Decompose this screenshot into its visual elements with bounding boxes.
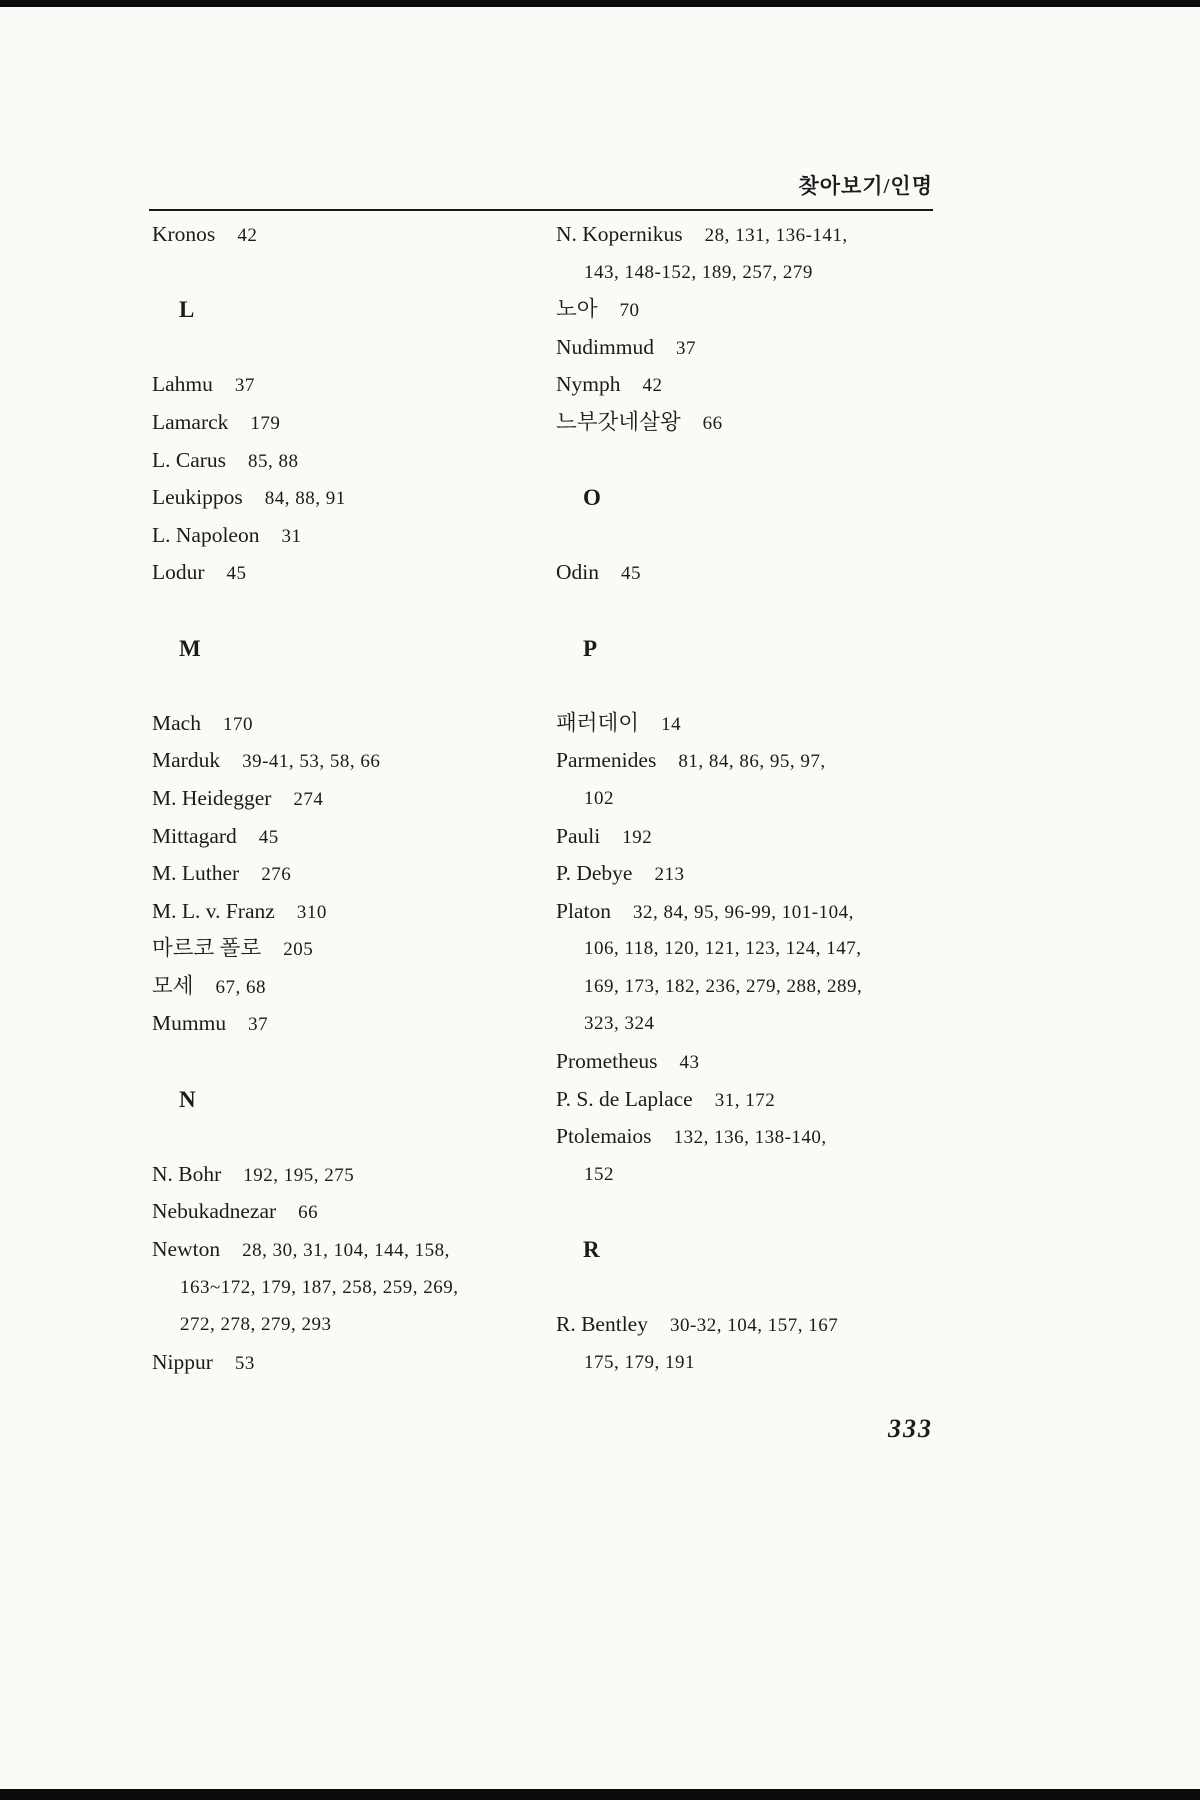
index-entry [152,1344,552,1382]
entry-pages-continuation: 169, 173, 182, 236, 279, 288, 289, [584,975,863,997]
index-entry [556,742,966,780]
index-entry [556,1118,966,1156]
entry-pages: 45 [258,826,279,848]
entry-pages-continuation: 272, 278, 279, 293 [180,1314,332,1336]
entry-name: Leukippos [152,485,243,510]
entry-name: Newton [152,1237,221,1262]
index-column-right [556,216,966,1381]
index-entry [556,893,966,931]
entry-pages: 205 [283,939,314,961]
index-entry [556,855,966,893]
index-entry [152,968,552,1006]
entry-name: P. Debye [556,861,633,886]
entry-pages: 67, 68 [215,976,267,998]
entry-pages: 42 [237,225,258,246]
entry-name: 모세 [152,973,194,998]
index-entry [152,893,552,931]
entry-pages: 45 [226,563,247,585]
section-heading: P [583,635,598,661]
entry-pages: 81, 84, 86, 95, 97, [678,751,826,773]
entry-pages: 43 [679,1052,700,1074]
index-entry [152,366,552,404]
entry-pages-continuation: 102 [584,787,614,809]
section-heading: O [583,485,601,511]
index-entry [152,442,552,480]
index-entry [152,479,552,517]
scan-edge-bottom [0,1789,1200,1800]
entry-name: 패러데이 [556,710,640,735]
page-number: 333 [888,1414,933,1443]
index-entry [152,404,552,442]
entry-pages: 39-41, 53, 58, 66 [242,751,381,773]
entry-pages: 53 [234,1352,255,1374]
index-entry [556,1306,966,1344]
entry-name: Lahmu [152,372,213,397]
entry-pages: 84, 88, 91 [264,488,346,510]
entry-pages: 192 [622,826,653,848]
index-entry [556,705,966,743]
index-entry [152,780,552,818]
entry-name: Mittagard [152,823,237,848]
entry-name: Prometheus [556,1049,658,1074]
index-entry [152,705,552,743]
index-entry [556,329,966,367]
entry-name: N. Kopernikus [556,222,683,246]
section-heading: L [179,297,195,323]
entry-name: 노아 [556,297,598,322]
entry-pages: 276 [261,864,292,886]
header-rule [149,209,933,211]
index-entry [152,216,552,254]
entry-pages: 30-32, 104, 157, 167 [669,1315,839,1337]
entry-pages-continuation: 143, 148-152, 189, 257, 279 [584,261,813,283]
entry-pages-continuation: 152 [584,1163,614,1185]
entry-pages: 66 [298,1202,319,1224]
entry-name: Platon [556,898,611,923]
entry-name: Odin [556,560,599,585]
entry-name: Pauli [556,823,601,848]
index-entry [152,554,552,592]
index-entry [152,930,552,968]
entry-pages-continuation: 175, 179, 191 [584,1351,695,1373]
entry-pages: 42 [642,375,663,397]
entry-name: P. S. de Laplace [556,1086,693,1111]
entry-pages: 310 [296,901,327,923]
index-entry [556,554,966,592]
entry-name: Kronos [152,222,216,246]
entry-name: Mach [152,710,201,735]
scan-edge-top [0,0,1200,7]
entry-pages: 37 [248,1014,269,1036]
index-entry [556,1081,966,1119]
entry-pages: 45 [621,563,641,585]
entry-pages: 192, 195, 275 [243,1164,355,1186]
entry-name: Marduk [152,748,221,773]
section-heading: N [179,1086,196,1112]
index-column-left [152,216,552,1381]
index-entry [556,818,966,856]
entry-name: M. Heidegger [152,785,272,810]
index-entry [152,1156,552,1194]
entry-pages-continuation: 163~172, 179, 187, 258, 259, 269, [180,1276,459,1298]
entry-name: Nippur [152,1349,213,1374]
entry-name: Mummu [152,1011,227,1036]
index-entry [556,1043,966,1081]
entry-pages-continuation: 106, 118, 120, 121, 123, 124, 147, [584,938,862,960]
entry-pages-continuation: 323, 324 [584,1013,655,1035]
index-entry [152,742,552,780]
entry-pages: 37 [234,375,255,397]
index-entry [556,216,966,254]
entry-pages: 14 [661,713,682,735]
entry-pages: 274 [293,788,324,810]
entry-name: M. L. v. Franz [152,898,275,923]
index-entry [556,366,966,404]
entry-name: 느부갓네살왕 [556,409,681,434]
entry-pages: 31, 172 [714,1089,776,1111]
index-entry [152,517,552,555]
entry-pages: 37 [675,337,696,359]
running-header: 찾아보기/인명 [798,174,933,198]
entry-name: Parmenides [556,748,657,773]
entry-pages: 28, 30, 31, 104, 144, 158, [242,1240,450,1262]
entry-name: Ptolemaios [556,1124,652,1149]
entry-pages: 70 [619,300,640,322]
entry-pages: 31 [281,525,302,547]
section-heading: R [583,1237,600,1263]
entry-pages: 66 [702,412,723,434]
index-entry [556,404,966,442]
entry-name: M. Luther [152,861,240,886]
entry-pages: 132, 136, 138-140, [673,1127,827,1149]
index-entry [152,1193,552,1231]
entry-pages: 85, 88 [248,450,299,472]
entry-name: Nebukadnezar [152,1199,277,1224]
index-entry [556,291,966,329]
entry-pages: 179 [250,412,281,434]
entry-pages: 28, 131, 136-141, [704,225,848,246]
entry-name: 마르코 폴로 [152,936,262,961]
index-entry [152,818,552,856]
entry-name: L. Carus [152,447,227,472]
index-entry [152,855,552,893]
entry-name: N. Bohr [152,1161,222,1186]
entry-name: R. Bentley [556,1312,648,1337]
index-entry [152,1231,552,1269]
entry-name: Nudimmud [556,334,654,359]
entry-name: L. Napoleon [152,522,260,547]
index-entry [152,1005,552,1043]
entry-name: Lamarck [152,409,229,434]
entry-pages: 213 [654,864,685,886]
entry-pages: 170 [222,713,253,735]
section-heading: M [179,635,201,661]
entry-name: Nymph [556,372,621,397]
entry-pages: 32, 84, 95, 96-99, 101-104, [632,901,854,923]
entry-name: Lodur [152,560,205,585]
